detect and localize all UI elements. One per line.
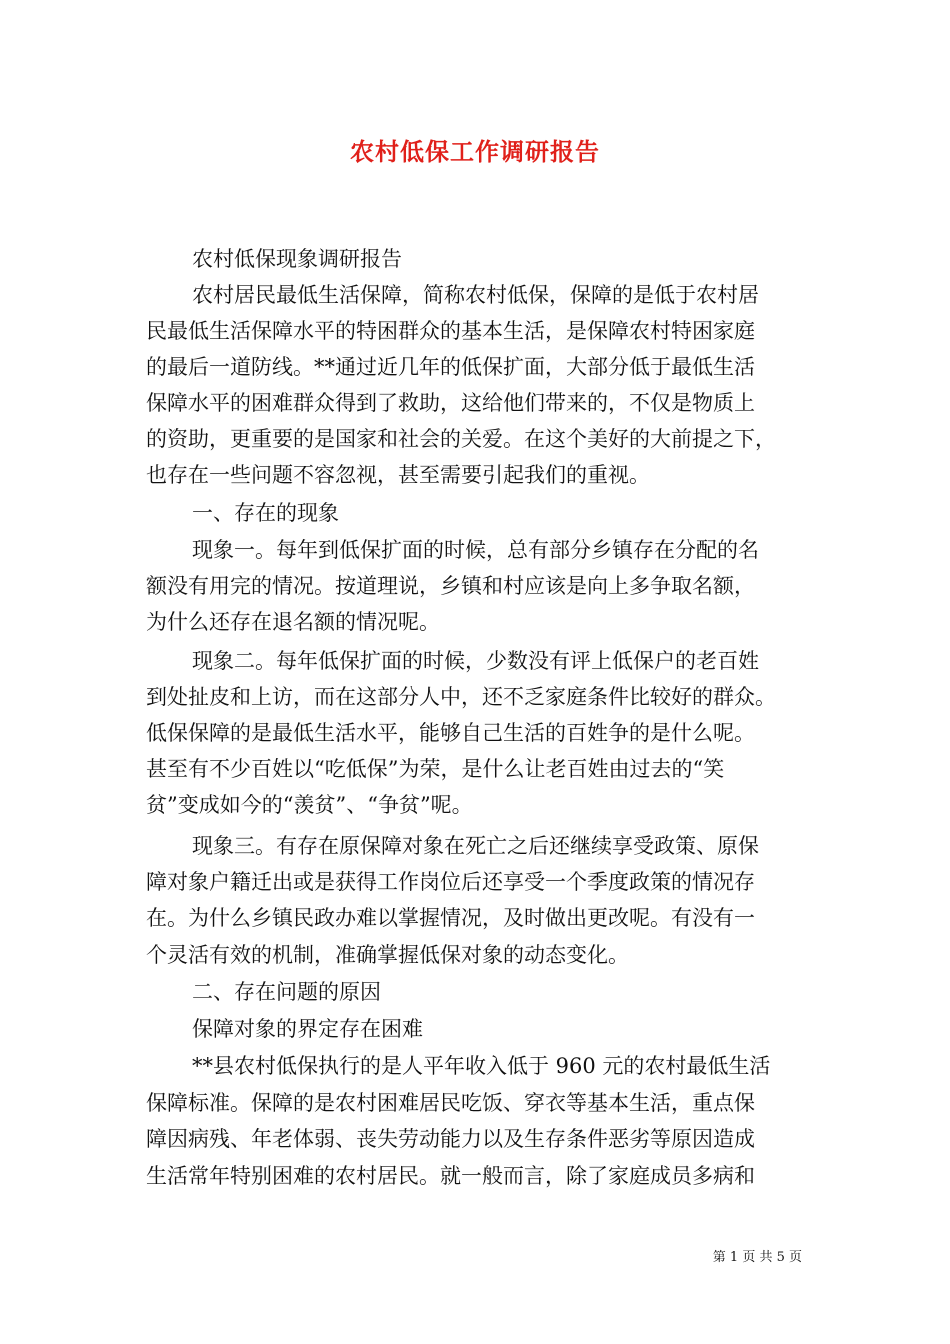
text-line: 个灵活有效的机制，准确掌握低保对象的动态变化。 — [146, 943, 629, 967]
text-line: 的最后一道防线。**通过近几年的低保扩面，大部分低于最低生活 — [146, 355, 755, 379]
text-line: 贫”变成如今的“羡贫”、“争贫”呢。 — [146, 793, 473, 817]
text-line: 保障对象的界定存在困难 — [192, 1017, 423, 1041]
text-line: 保障标准。保障的是农村困难居民吃饭、穿衣等基本生活，重点保 — [146, 1091, 755, 1115]
text-line: 额没有用完的情况。按道理说，乡镇和村应该是向上多争取名额， — [146, 574, 755, 598]
text-line: 低保保障的是最低生活水平，能够自己生活的百姓争的是什么呢。 — [146, 721, 755, 745]
text-line: 生活常年特别困难的农村居民。就一般而言，除了家庭成员多病和 — [146, 1164, 755, 1188]
text-line: 二、存在问题的原因 — [192, 980, 381, 1004]
page-number: 第 1 页 共 5 页 — [712, 1250, 802, 1265]
text-line: 农村低保现象调研报告 — [192, 247, 402, 271]
text-line: 农村居民最低生活保障，简称农村低保，保障的是低于农村居 — [192, 283, 759, 307]
text-line: 到处扯皮和上访，而在这部分人中，还不乏家庭条件比较好的群众。 — [146, 685, 776, 709]
text-line: 民最低生活保障水平的特困群众的基本生活，是保障农村特困家庭 — [146, 319, 755, 343]
document-title: 农村低保工作调研报告 — [350, 137, 600, 166]
text-line: 为什么还存在退名额的情况呢。 — [146, 610, 440, 634]
text-line: 甚至有不少百姓以“吃低保”为荣，是什么让老百姓由过去的“笑 — [146, 757, 725, 781]
text-line: 也存在一些问题不容忽视，甚至需要引起我们的重视。 — [146, 463, 650, 487]
text-line: 保障水平的困难群众得到了救助，这给他们带来的，不仅是物质上 — [146, 391, 755, 415]
text-line: **县农村低保执行的是人平年收入低于 960 元的农村最低生活 — [192, 1054, 771, 1078]
text-line: 一、存在的现象 — [192, 501, 339, 525]
text-line: 现象一。每年到低保扩面的时候，总有部分乡镇存在分配的名 — [192, 538, 759, 562]
text-line: 现象三。有存在原保障对象在死亡之后还继续享受政策、原保 — [192, 834, 759, 858]
text-line: 障对象户籍迁出或是获得工作岗位后还享受一个季度政策的情况存 — [146, 870, 755, 894]
text-line: 在。为什么乡镇民政办难以掌握情况，及时做出更改呢。有没有一 — [146, 906, 755, 930]
text-line: 障因病残、年老体弱、丧失劳动能力以及生存条件恶劣等原因造成 — [146, 1127, 755, 1151]
text-line: 现象二。每年低保扩面的时候，少数没有评上低保户的老百姓 — [192, 649, 759, 673]
text-line: 的资助，更重要的是国家和社会的关爱。在这个美好的大前提之下， — [146, 427, 776, 451]
